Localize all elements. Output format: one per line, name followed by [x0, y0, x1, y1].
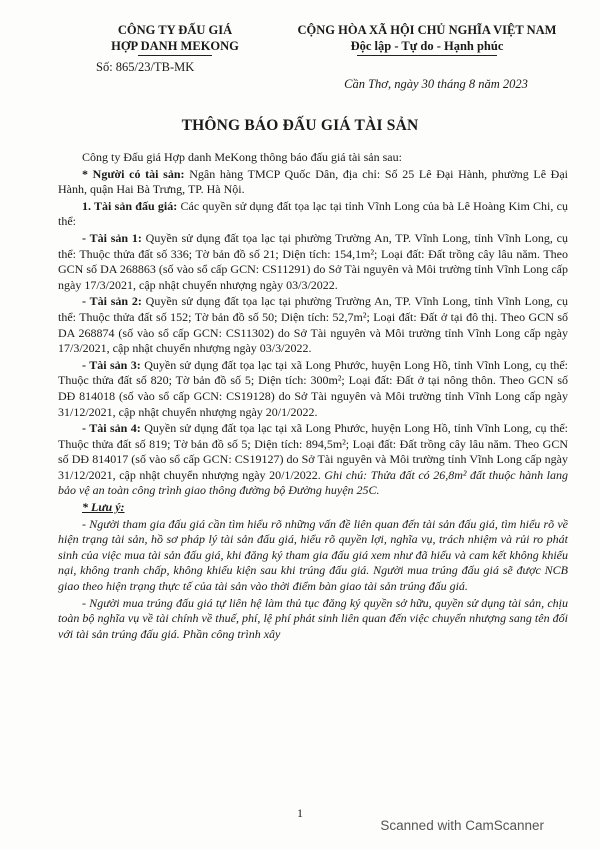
motto-underline	[357, 55, 497, 56]
asset-1-label: - Tài sản 1:	[82, 230, 142, 245]
scanner-watermark: Scanned with CamScanner	[380, 818, 544, 833]
notes-section	[58, 500, 568, 642]
national-title: CỘNG HÒA XÃ HỘI CHỦ NGHĨA VIỆT NAM	[297, 23, 557, 37]
national-header	[282, 22, 572, 56]
asset-2-paragraph	[58, 294, 568, 356]
section-assets-text: Các quyền sử dụng đất tọa lạc tại tỉnh Vĩnh Long của bà Lê Hoàng Kim Chi, cụ thể:	[58, 198, 568, 229]
asset-4-text: Quyền sử dụng đất tọa lạc tại xã Long Phước, huyện Long Hồ, tỉnh Vĩnh Long, cụ thể: Thuộc thửa đất số 819; Tờ bản đồ số 5; Diện tích: 894,5m²; Loại đất: Đất trồng cây lâu năm. Theo GCN số DĐ 814017 (số vào sổ cấp GCN: CS19127) do Sở Tài nguyên và Môi trường tỉnh Vĩnh Long cấp ngày 31/12/2021, cập nhật chuyển nhượng ngày 20/1/2022.	[58, 421, 568, 482]
owner-text: Ngân hàng TMCP Quốc Dân, địa chỉ: Số 25 Lê Đại Hành, phường Lê Đại Hành, quận Hai Bà Trưng, TP. Hà Nội.	[58, 166, 569, 197]
national-motto: Độc lập - Tự do - Hạnh phúc	[350, 39, 504, 53]
asset-1-paragraph	[58, 231, 568, 293]
company-underline	[138, 55, 212, 56]
owner-label: * Người có tài sản:	[82, 166, 185, 181]
document-title: THÔNG BÁO ĐẤU GIÁ TÀI SẢN	[181, 117, 419, 134]
page-number: 1	[297, 806, 303, 820]
asset-1-text: Quyền sử dụng đất tọa lạc tại phường Trường An, TP. Vĩnh Long, tỉnh Vĩnh Long, cụ thể: Thuộc thửa đất số 336; Tờ bản đồ số 21; Diện tích: 154,1m²; Loại đất: Đất trồng cây lâu năm. Theo GCN số DA 268863 (số vào sổ cấp GCN: CS11291) do Sở Tài nguyên và Môi trường tỉnh Vĩnh Long cấp ngày 17/3/2021, cập nhật chuyển nhượng ngày 03/3/2022.	[58, 230, 568, 292]
asset-4-paragraph	[58, 421, 568, 499]
intro-paragraph: Công ty Đấu giá Hợp danh MeKong thông báo đấu giá tài sản sau:	[82, 150, 402, 164]
section-assets-label: 1. Tài sản đấu giá:	[82, 198, 178, 213]
asset-3-label: - Tài sản 3:	[82, 357, 141, 372]
document-body	[58, 150, 568, 643]
owner-paragraph	[58, 167, 568, 198]
document-number: Số: 865/23/TB-MK	[96, 60, 195, 74]
asset-3-paragraph	[58, 358, 568, 420]
notes-heading: * Lưu ý:	[82, 500, 125, 515]
asset-3-text: Quyền sử dụng đất tọa lạc tại xã Long Phước, huyện Long Hồ, tỉnh Vĩnh Long, cụ thể: Thuộc thửa đất số 820; Tờ bản đồ số 5; Diện tích: 300m²; Loại đất: Đất ở tại nông thôn. Theo GCN số DĐ 814018 (số vào sổ cấp GCN: CS19128) do Sở Tài nguyên và Môi trường tỉnh Vĩnh Long cấp ngày 31/12/2021, cập nhật chuyển nhượng ngày 20/1/2022.	[58, 357, 568, 419]
note-item: - Người tham gia đấu giá cần tìm hiểu rõ những vấn đề liên quan đến tài sản đấu giá, tìm hiểu rõ về hiện trạng tài sản, hồ sơ pháp lý tài sản đấu giá, hiểu rõ quyền lợi, nghĩa vụ, trách nhiệm và rủi ro phát sinh của việc mua tài sản đấu giá, khi đăng ký tham gia đấu giá xem như đã hiểu và cam kết không khiếu nại, không tranh chấp, không khiếu kiện sau khi trúng đấu giá. Người mua trúng đấu giá sẽ được NCB giao theo hiện trạng thực tế của tài sản vào thời điểm bàn giao tài sản trúng đấu giá.	[58, 516, 568, 594]
section-assets-paragraph	[58, 199, 568, 230]
notes-heading-paragraph	[58, 500, 568, 516]
date-line: Cần Thơ, ngày 30 tháng 8 năm 2023	[344, 77, 528, 91]
asset-4-note: Ghi chú: Thửa đất có 26,8m² đất thuộc hành lang bảo vệ an toàn công trình giao thông đường bộ Đường huyện 25C.	[58, 467, 568, 498]
asset-4-label: - Tài sản 4:	[82, 421, 141, 436]
company-header	[90, 22, 260, 75]
asset-2-label: - Tài sản 2:	[82, 294, 142, 309]
company-name-line1: CÔNG TY ĐẤU GIÁ	[117, 23, 233, 37]
company-name-line2: HỢP DANH MEKONG	[111, 39, 239, 53]
asset-2-text: Quyền sử dụng đất tọa lạc tại phường Trường An, TP. Vĩnh Long, tỉnh Vĩnh Long, cụ thể: Thuộc thửa đất số 152; Tờ bản đồ số 50; Diện tích: 52,7m²; Loại đất: Đất ở tại đô thị. Theo GCN số DA 268874 (số vào sổ cấp GCN: CS11302) do Sở Tài nguyên và Môi trường tỉnh Vĩnh Long cấp ngày 17/3/2021, cập nhật chuyển nhượng ngày 03/3/2022.	[58, 294, 568, 356]
note-item: - Người mua trúng đấu giá tự liên hệ làm thủ tục đăng ký quyền sở hữu, quyền sử dụng tài sản, chịu toàn bộ nghĩa vụ về tài chính về thuế, phí, lệ phí phát sinh liên quan đến việc chuyển nhượng sang tên đối với tài sản trúng đấu giá. Phần công trình xây	[58, 595, 568, 641]
